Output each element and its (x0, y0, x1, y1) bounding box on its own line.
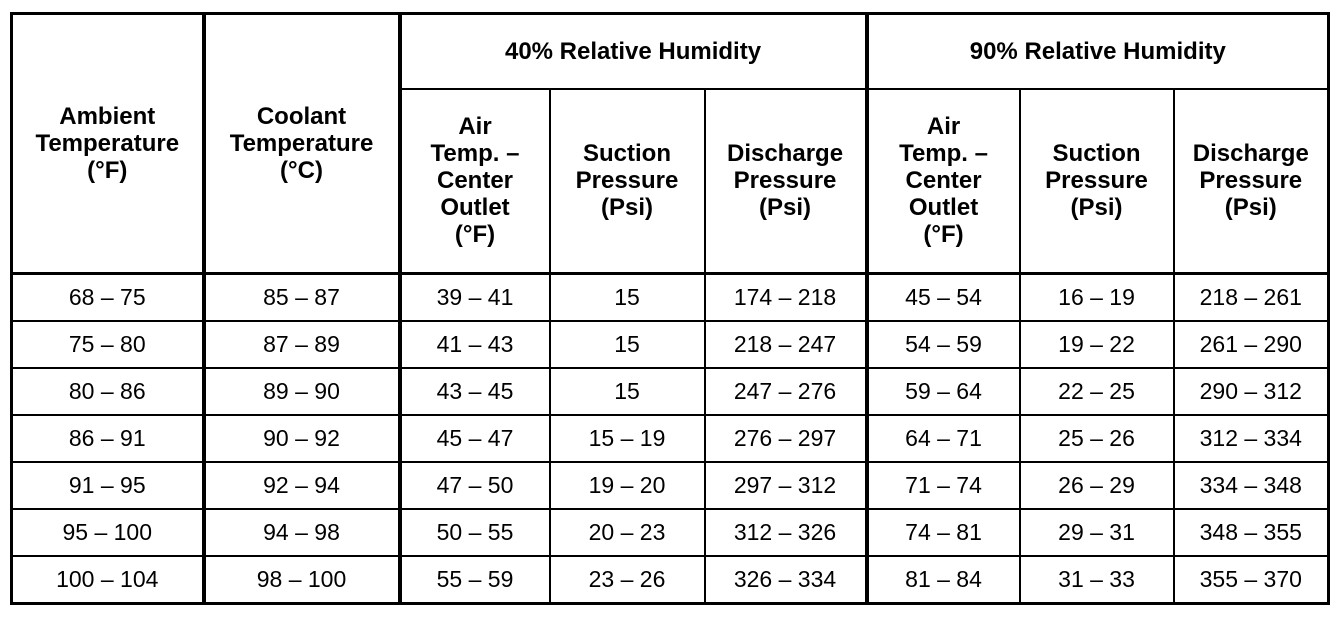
cell-coolant: 87 – 89 (204, 321, 400, 368)
table-row (12, 273, 1329, 321)
cell-coolant: 90 – 92 (204, 415, 400, 462)
cell-40-air-temp: 55 – 59 (400, 556, 550, 604)
table-row (12, 415, 1329, 462)
cell-90-air-temp: 45 – 54 (867, 273, 1020, 321)
table-row (12, 509, 1329, 556)
cell-coolant: 89 – 90 (204, 368, 400, 415)
cell-40-discharge: 247 – 276 (705, 368, 867, 415)
cell-90-air-temp: 64 – 71 (867, 415, 1020, 462)
ac-performance-table-wrapper (10, 12, 1330, 605)
header-90-suction-pressure: Suction Pressure (Psi) (1020, 89, 1174, 273)
cell-40-suction: 15 (550, 368, 705, 415)
cell-90-air-temp: 54 – 59 (867, 321, 1020, 368)
table-header (12, 14, 1329, 274)
cell-90-suction: 26 – 29 (1020, 462, 1174, 509)
table-row (12, 368, 1329, 415)
cell-90-suction: 19 – 22 (1020, 321, 1174, 368)
table-row (12, 462, 1329, 509)
header-40-relative-humidity: 40% Relative Humidity (400, 14, 867, 90)
header-90-discharge-pressure: Discharge Pressure (Psi) (1174, 89, 1329, 273)
cell-40-air-temp: 43 – 45 (400, 368, 550, 415)
cell-90-air-temp: 59 – 64 (867, 368, 1020, 415)
cell-90-air-temp: 74 – 81 (867, 509, 1020, 556)
cell-40-air-temp: 50 – 55 (400, 509, 550, 556)
table-row (12, 321, 1329, 368)
cell-90-discharge: 348 – 355 (1174, 509, 1329, 556)
ac-performance-table (10, 12, 1330, 605)
cell-90-suction: 25 – 26 (1020, 415, 1174, 462)
cell-40-discharge: 276 – 297 (705, 415, 867, 462)
cell-40-air-temp: 39 – 41 (400, 273, 550, 321)
cell-40-discharge: 218 – 247 (705, 321, 867, 368)
cell-40-suction: 20 – 23 (550, 509, 705, 556)
cell-ambient: 68 – 75 (12, 273, 204, 321)
cell-90-discharge: 355 – 370 (1174, 556, 1329, 604)
header-90-relative-humidity: 90% Relative Humidity (867, 14, 1329, 90)
header-40-suction-pressure: Suction Pressure (Psi) (550, 89, 705, 273)
cell-40-discharge: 174 – 218 (705, 273, 867, 321)
cell-90-discharge: 334 – 348 (1174, 462, 1329, 509)
header-40-air-temp: Air Temp. – Center Outlet (°F) (400, 89, 550, 273)
cell-40-discharge: 312 – 326 (705, 509, 867, 556)
cell-40-suction: 15 (550, 321, 705, 368)
cell-90-suction: 29 – 31 (1020, 509, 1174, 556)
cell-90-suction: 31 – 33 (1020, 556, 1174, 604)
cell-40-discharge: 297 – 312 (705, 462, 867, 509)
cell-ambient: 80 – 86 (12, 368, 204, 415)
cell-90-discharge: 261 – 290 (1174, 321, 1329, 368)
cell-90-discharge: 312 – 334 (1174, 415, 1329, 462)
cell-ambient: 75 – 80 (12, 321, 204, 368)
cell-90-air-temp: 71 – 74 (867, 462, 1020, 509)
cell-coolant: 92 – 94 (204, 462, 400, 509)
header-coolant-temperature: Coolant Temperature (°C) (204, 14, 400, 274)
header-ambient-temperature: Ambient Temperature (°F) (12, 14, 204, 274)
header-90-air-temp: Air Temp. – Center Outlet (°F) (867, 89, 1020, 273)
cell-90-suction: 22 – 25 (1020, 368, 1174, 415)
cell-90-suction: 16 – 19 (1020, 273, 1174, 321)
cell-40-suction: 19 – 20 (550, 462, 705, 509)
cell-90-discharge: 218 – 261 (1174, 273, 1329, 321)
header-row-groups (12, 14, 1329, 90)
cell-ambient: 86 – 91 (12, 415, 204, 462)
cell-coolant: 98 – 100 (204, 556, 400, 604)
cell-ambient: 91 – 95 (12, 462, 204, 509)
cell-ambient: 95 – 100 (12, 509, 204, 556)
cell-40-air-temp: 47 – 50 (400, 462, 550, 509)
table-row (12, 556, 1329, 604)
header-40-discharge-pressure: Discharge Pressure (Psi) (705, 89, 867, 273)
cell-coolant: 85 – 87 (204, 273, 400, 321)
cell-40-suction: 15 (550, 273, 705, 321)
cell-40-suction: 23 – 26 (550, 556, 705, 604)
cell-40-discharge: 326 – 334 (705, 556, 867, 604)
cell-40-suction: 15 – 19 (550, 415, 705, 462)
cell-40-air-temp: 45 – 47 (400, 415, 550, 462)
cell-90-air-temp: 81 – 84 (867, 556, 1020, 604)
cell-90-discharge: 290 – 312 (1174, 368, 1329, 415)
cell-coolant: 94 – 98 (204, 509, 400, 556)
cell-ambient: 100 – 104 (12, 556, 204, 604)
table-body (12, 273, 1329, 603)
cell-40-air-temp: 41 – 43 (400, 321, 550, 368)
